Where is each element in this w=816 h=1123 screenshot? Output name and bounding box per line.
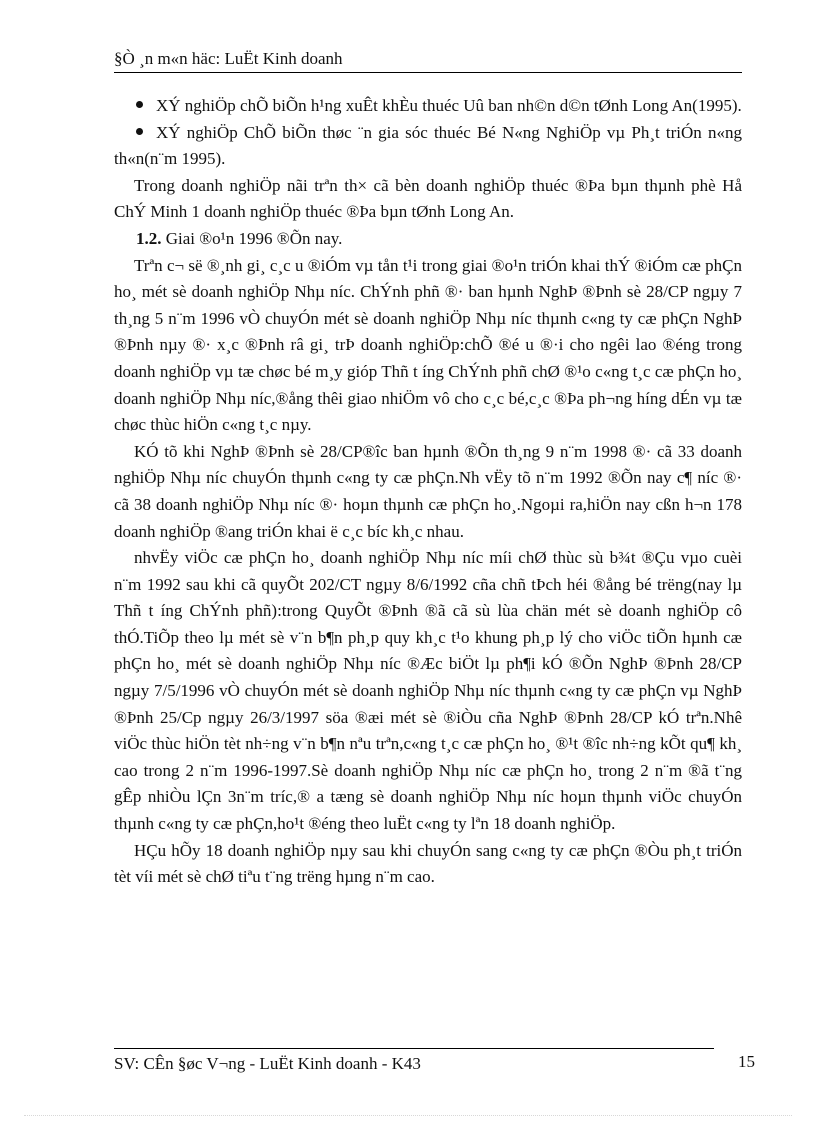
page-footer xyxy=(114,1053,421,1075)
header-rule xyxy=(114,72,742,73)
bullet-text-1: XÝ nghiÖp chÕ biÕn h¹ng xuÊt khÈu thuéc Uû ban nh©n d©n tØnh Long An(1995). xyxy=(156,96,742,115)
page-number: 15 xyxy=(738,1052,755,1071)
section-heading-number: 1.2. xyxy=(136,228,162,248)
footer-rule xyxy=(114,1048,714,1049)
page-header xyxy=(114,48,742,70)
bullet-icon xyxy=(136,128,143,135)
bullet-item-2 xyxy=(114,120,742,173)
section-heading-text: Giai ®o¹n 1996 ®Õn nay. xyxy=(161,228,343,248)
section-heading xyxy=(114,226,742,253)
bullet-text-2: XÝ nghiÖp ChÕ biÕn thøc ¨n gia sóc thuéc Bé N«ng NghiÖp vµ Ph¸t triÓn n«ng th«n(n¨m 1995). xyxy=(114,122,742,169)
footer-author-line: SV: CÊn §øc V¬ng - LuËt Kinh doanh - K43 xyxy=(114,1054,421,1073)
document-body xyxy=(114,93,742,891)
paragraph-2: Trªn c¬ së ®¸nh gi¸ c¸c u ®iÓm vµ tån t¹i trong giai ®o¹n triÓn khai thÝ ®iÓm cæ phÇn ho¸ mét sè doanh nghiÖp Nhµ níc. ChÝnh phñ ®· ban hµnh NghÞ ®Þnh sè 28/CP ngµy 7 th¸ng 5 n¨m 1996 vÒ chuyÓn mét sè doanh nghiÖp Nhµ níc thµnh c«ng ty cæ phÇn NghÞ ®Þnh nµy ®· x¸c ®Þnh râ gi¸ trÞ doanh nghiÖp:chÕ ®é u ®·i cho ngêi lao ®éng trong doanh nghiÖp vµ tæ chøc bé m¸y gióp Thñ t íng ChÝnh phñ chØ ®¹o c«ng t¸c cæ phÇn ho¸ doanh nghiÖp Nhµ níc,®ång thêi giao nhiÖm vô cho c¸c bé,c¸c ®Þa ph¬ng híng dÉn vµ tæ chøc thùc hiÖn c«ng t¸c nµy. xyxy=(114,255,742,435)
header-title: §Ò ¸n m«n häc: LuËt Kinh doanh xyxy=(114,49,343,68)
bullet-icon xyxy=(136,101,143,108)
paragraph-1: Trong doanh nghiÖp nãi trªn th× cã bèn doanh nghiÖp thuéc ®Þa bµn thµnh phè Hå ChÝ Minh 1 doanh nghiÖp thuéc ®Þa bµn tØnh Long An. xyxy=(114,175,742,222)
paragraph-3: KÓ tõ khi NghÞ ®Þnh sè 28/CP®îc ban hµnh ®Õn th¸ng 9 n¨m 1998 ®· cã 33 doanh nghiÖp Nhµ níc chuyÓn thµnh c«ng ty cæ phÇn.Nh vËy tõ n¨m 1992 ®Õn nay c¶ níc ®· cã 38 doanh nghiÖp Nhµ níc ®· hoµn thµnh cæ phÇn ho¸.Ngoµi ra,hiÖn nay cßn h¬n 178 doanh nghiÖp ®ang triÓn khai ë c¸c bíc kh¸c nhau. xyxy=(114,441,742,541)
page-edge-divider xyxy=(24,1115,792,1116)
paragraph-4: nhvËy viÖc cæ phÇn ho¸ doanh nghiÖp Nhµ níc míi chØ thùc sù b¾t ®Çu vµo cuèi n¨m 1992 sau khi cã quyÕt 202/CT ngµy 8/6/1992 cña chñ tÞch héi ®ång bé trëng(nay lµ Thñ t íng ChÝnh phñ):trong QuyÕt ®Þnh ®ã cã sù lùa chän mét sè doanh nghiÖp cô thÓ.TiÕp theo lµ mét sè v¨n b¶n ph¸p quy kh¸c t¹o khung ph¸p lý cho viÖc tiÕn hµnh cæ phÇn ho¸ mét sè doanh nghiÖp Nhµ níc ®Æc biÖt lµ ph¶i kÓ ®Õn NghÞ ®Þnh 28/CP ngµy 7/5/1996 vÒ chuyÓn mét sè doanh nghiÖp Nhµ níc thµnh c«ng ty cæ phÇn vµ NghÞ ®Þnh 25/Cp ngµy 26/3/1997 söa ®æi mét sè ®iÒu cña NghÞ ®Þnh 28/CP kÓ trªn.Nhê viÖc thùc hiÖn tèt nh÷ng v¨n b¶n nªu trªn,c«ng t¸c cæ phÇn ho¸ ®¹t ®îc nh÷ng kÕt qu¶ kh¸ cao trong 2 n¨m 1996-1997.Sè doanh nghiÖp Nhµ níc cæ phÇn ho¸ trong 2 n¨m ®ã t¨ng gÊp nhiÒu lÇn 3n¨m tríc,® a tæng sè doanh nghiÖp Nhµ níc hoµn thµnh viÖc chuyÓn thµnh c«ng ty cæ phÇn,ho¹t ®éng theo luËt c«ng ty lªn 18 doanh nghiÖp. xyxy=(114,548,742,834)
paragraph-5: HÇu hÕy 18 doanh nghiÖp nµy sau khi chuyÓn sang c«ng ty cæ phÇn ®Òu ph¸t triÓn tèt víi mét sè chØ tiªu t¨ng trëng hµng n¨m cao. xyxy=(114,840,742,887)
bullet-item-1 xyxy=(114,93,742,120)
